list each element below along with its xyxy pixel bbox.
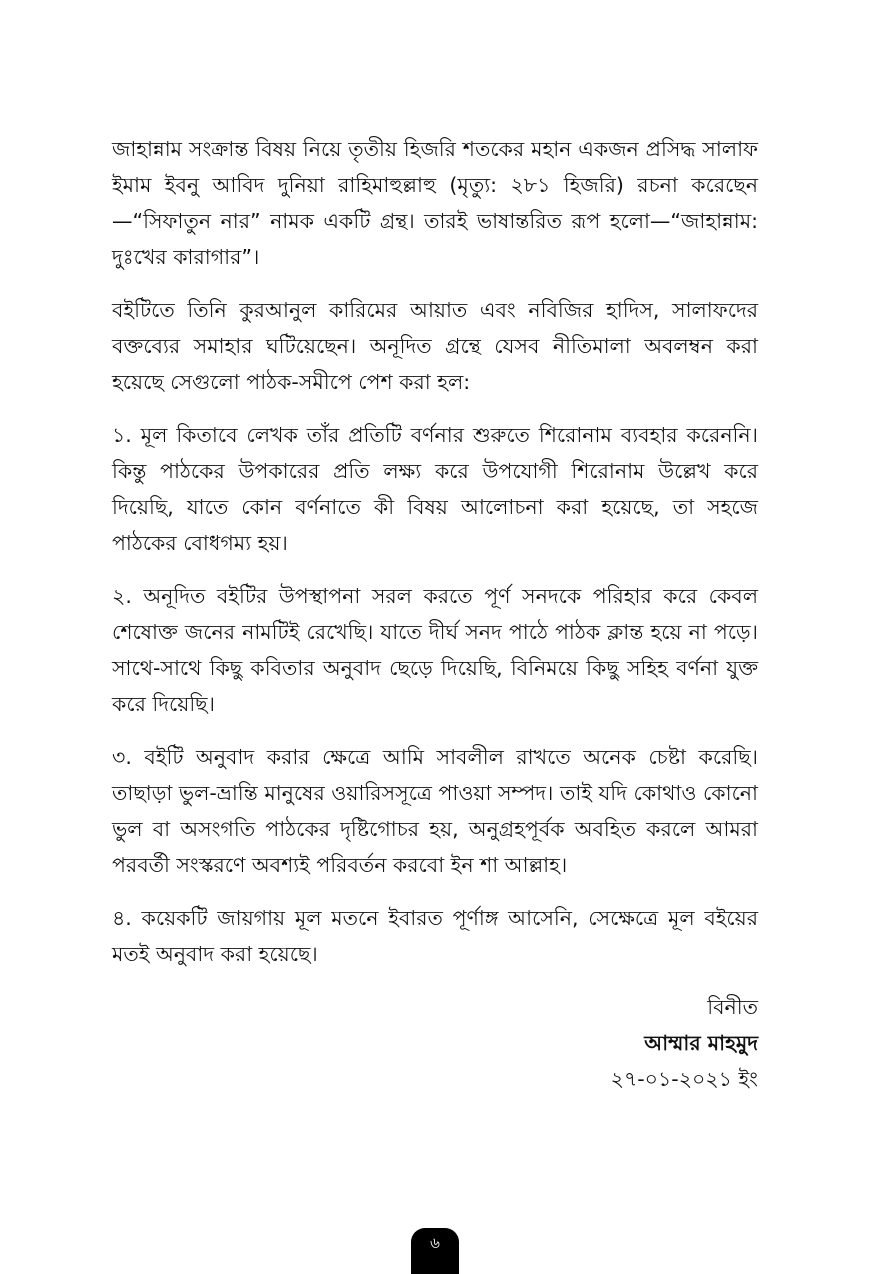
intro-paragraph: জাহান্নাম সংক্রান্ত বিষয় নিয়ে তৃতীয় হিজরি শতকের মহান একজন প্রসিদ্ধ সালাফ ইমাম ইবনু আবিদ দুনিয়া রাহিমাহুল্লাহু (মৃত্যু: ২৮১ হিজরি) রচনা করেছেন—“সিফাতুন নার” নামক একটি গ্রন্থ। তারই ভাষান্তরিত রূপ হলো—“জাহান্নাম: দুঃখের কারাগার”। — [112, 137, 758, 269]
page-number-tab: ৬ — [411, 1228, 459, 1274]
principle-item-1: ১. মূল কিতাবে লেখক তাঁর প্রতিটি বর্ণনার শুরুতে শিরোনাম ব্যবহার করেননি। কিন্তু পাঠকের উপকারের প্রতি লক্ষ্য করে উপযোগী শিরোনাম উল্লেখ করে দিয়েছি, যাতে কোন বর্ণনাতে কী বিষয় আলোচনা করা হয়েছে, তা সহজে পাঠকের বোধগম্য হয়। — [112, 423, 758, 555]
principle-item-2: ২. অনূদিত বইটির উপস্থাপনা সরল করতে পূর্ণ সনদকে পরিহার করে কেবল শেষোক্ত জনের নামটিই রেখেছি। যাতে দীর্ঘ সনদ পাঠে পাঠক ক্লান্ত হয়ে না পড়ে। সাথে-সাথে কিছু কবিতার অনুবাদ ছেড়ে দিয়েছি, বিনিময়ে কিছু সহিহ বর্ণনা যুক্ত করে দিয়েছি। — [112, 584, 758, 716]
signature-closing: বিনীত — [707, 995, 758, 1019]
preface-page — [112, 131, 758, 1097]
signature-date: ২৭-০১-২০২১ ইং — [610, 1067, 758, 1091]
principle-item-3: ৩. বইটি অনুবাদ করার ক্ষেত্রে আমি সাবলীল রাখতে অনেক চেষ্টা করেছি। তাছাড়া ভুল-ভ্রান্তি মানুষের ওয়ারিসসূত্রে পাওয়া সম্পদ। তাই যদি কোথাও কোনো ভুল বা অসংগতি পাঠকের দৃষ্টিগোচর হয়, অনুগ্রহপূর্বক অবহিত করলে আমরা পরবর্তী সংস্করণে অবশ্যই পরিবর্তন করবো ইন শা আল্লাহ। — [112, 745, 758, 877]
author-name: আম্মার মাহমুদ — [644, 1031, 758, 1055]
signature-block — [112, 989, 758, 1097]
principles-intro-paragraph: বইটিতে তিনি কুরআনুল কারিমের আয়াত এবং নবিজির হাদিস, সালাফদের বক্তব্যের সমাহার ঘটিয়েছেন। অনূদিত গ্রন্থে যেসব নীতিমালা অবলম্বন করা হয়েছে সেগুলো পাঠক-সমীপে পেশ করা হল: — [112, 298, 758, 394]
principle-item-4: ৪. কয়েকটি জায়গায় মূল মতনে ইবারত পূর্ণাঙ্গ আসেনি, সেক্ষেত্রে মূল বইয়ের মতই অনুবাদ করা হয়েছে। — [112, 906, 758, 966]
